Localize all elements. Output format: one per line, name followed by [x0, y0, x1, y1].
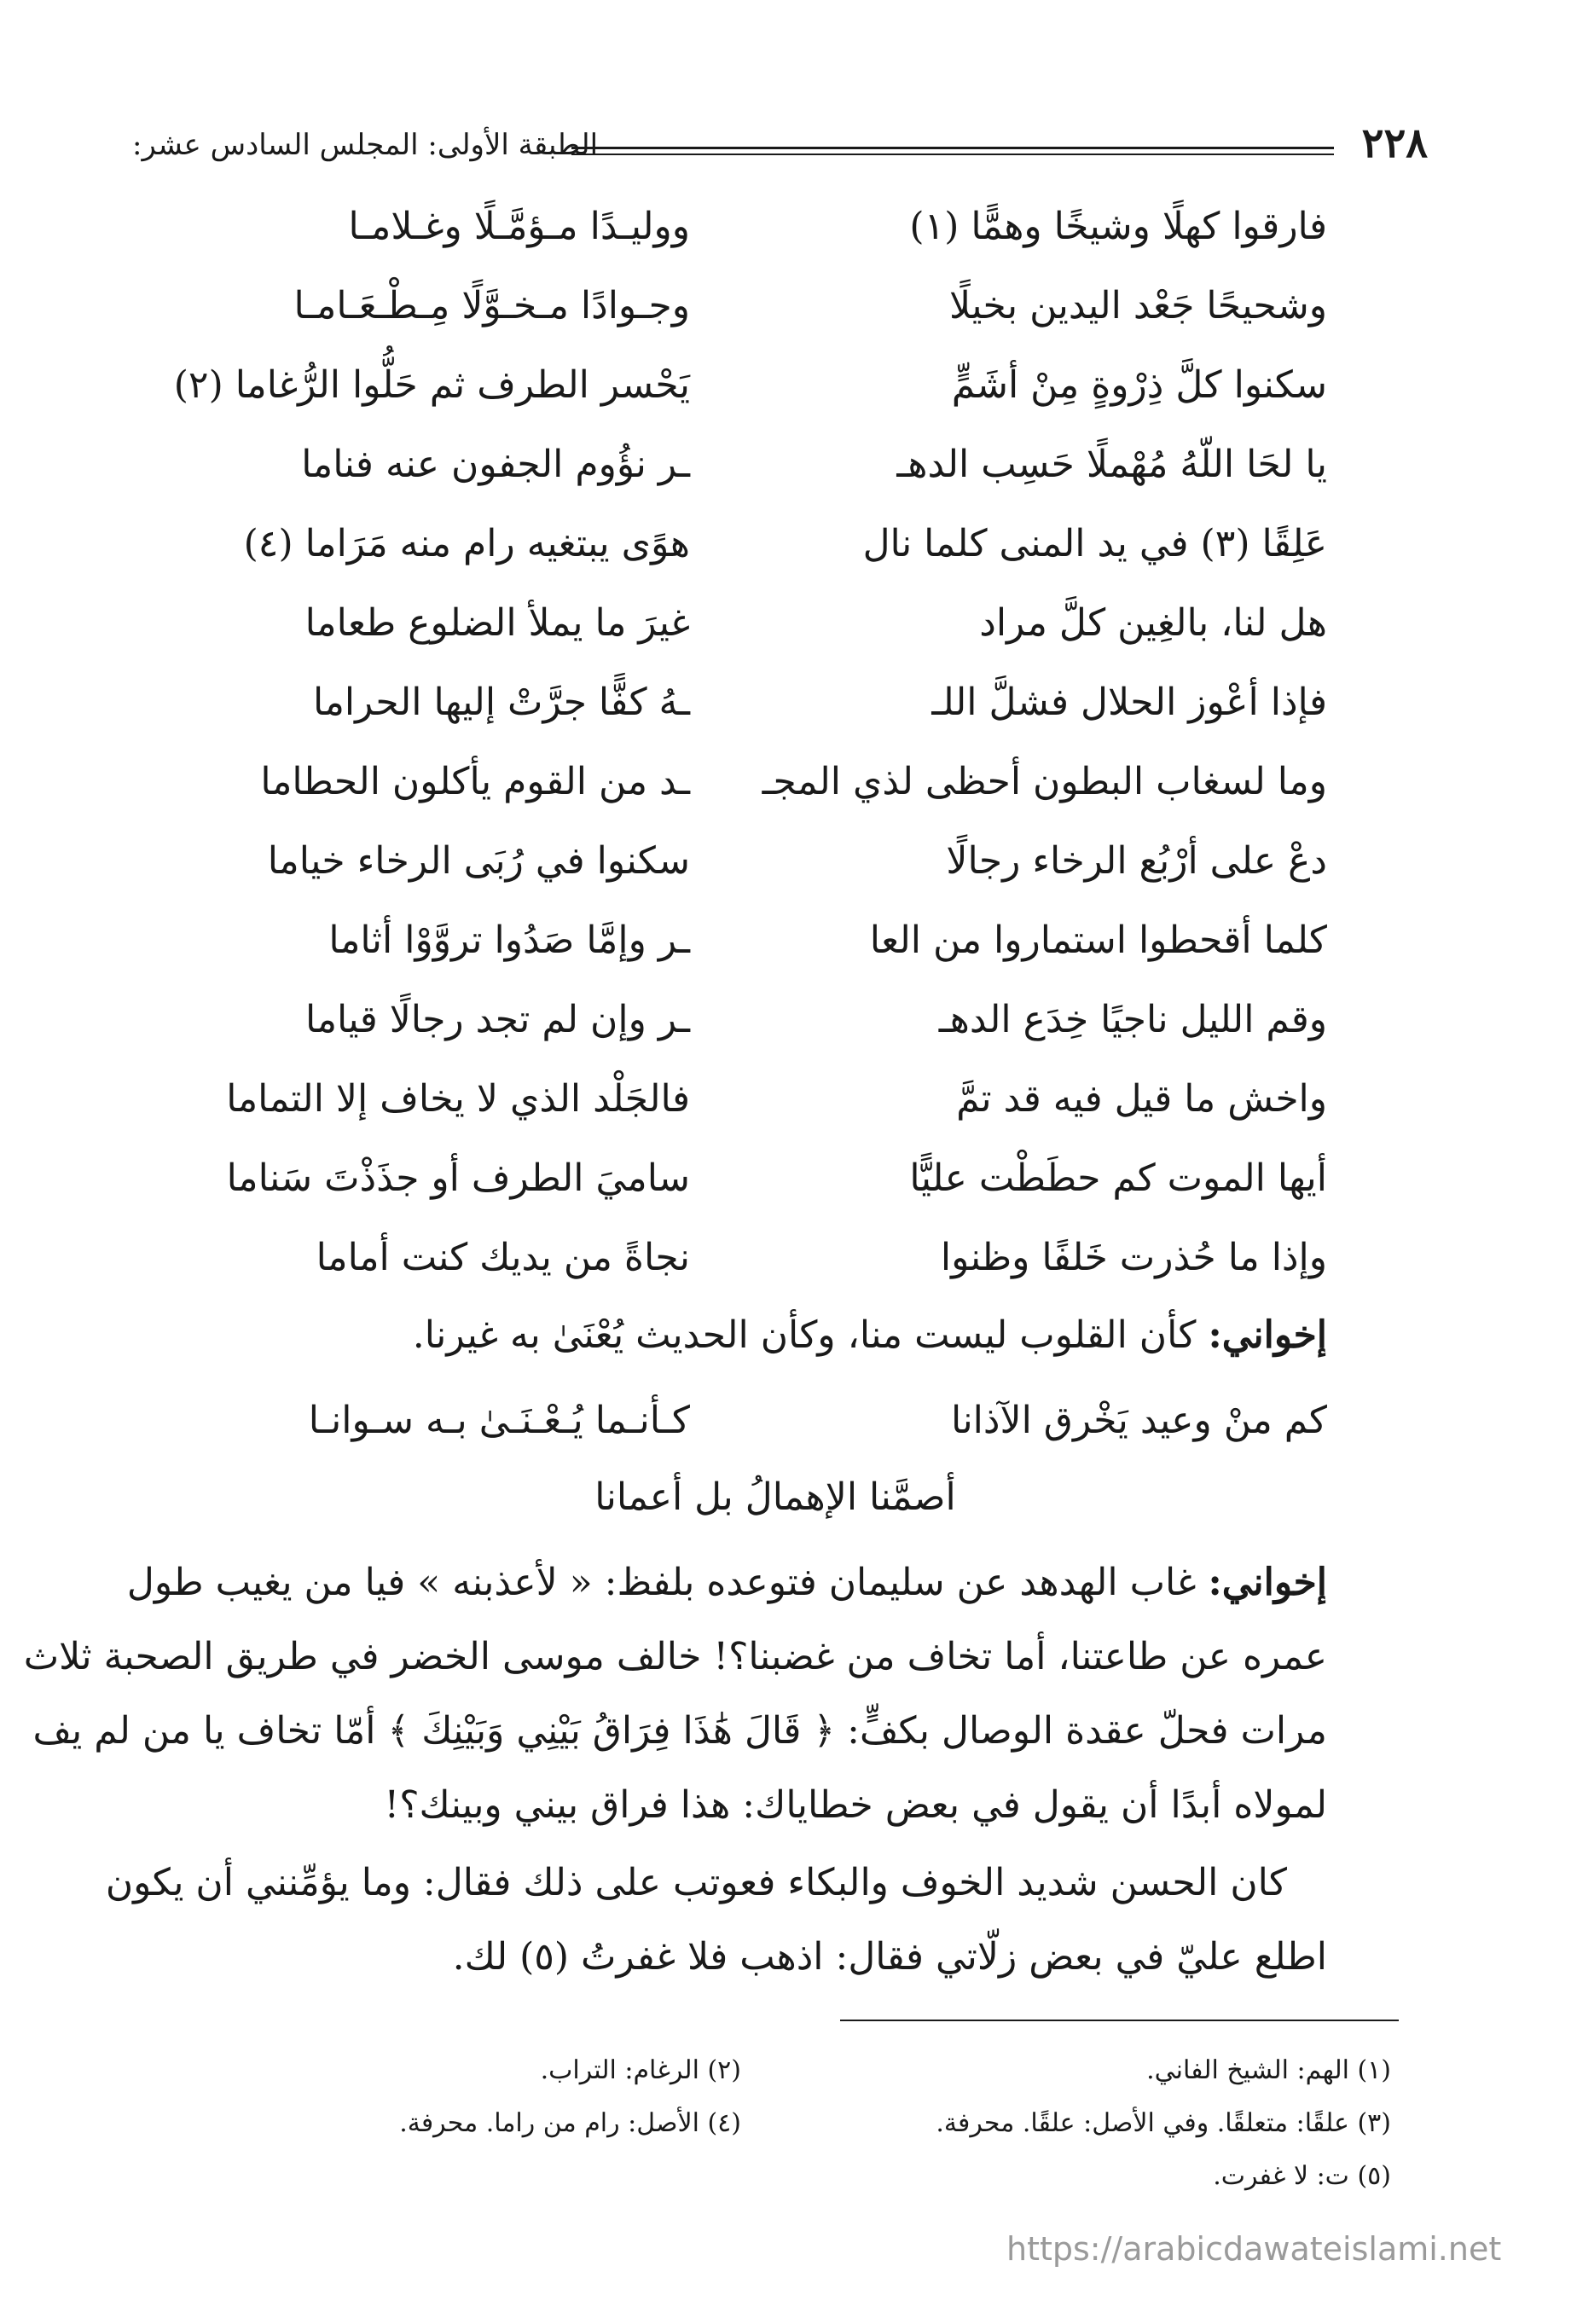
prose-text: كأن القلوب ليست منا، وكأن الحديث يُعْنَىٰ به غيرنا.: [412, 1313, 1209, 1357]
verse-second-hemistich: ـهُ كفًّا جرَّتْ إليها الحراما: [312, 681, 690, 724]
verse-second-hemistich: ـد من القوم يأكلون الحطاما: [260, 760, 690, 803]
speaker-label: إخواني:: [1208, 1561, 1327, 1604]
prose-line: لمولاه أبدًا أن يقول في بعض خطاياك: هذا فراق بيني وبينك؟!: [384, 1783, 1327, 1827]
verse: [0, 1399, 1577, 1467]
footnote: (٥) ت: لا غفرت.: [1213, 2161, 1391, 2191]
speaker-label: إخواني:: [1208, 1313, 1327, 1357]
verse-second-hemistich: وجـوادًا مـخـوَّلًا مِـطْـعَـامـا: [293, 284, 690, 327]
header-rule-double: [571, 154, 1334, 155]
prose-text: غاب الهدهد عن سليمان فتوعده بلفظ: « لأعذبنه » فيا من يغيب طول: [126, 1561, 1209, 1604]
verse: [0, 760, 1577, 828]
verse-first-hemistich: فارقوا كهلًا وشيخًا وهمًّا (١): [909, 205, 1327, 248]
verse-first-hemistich: يا لحَا اللّهُ مُهْملًا حَسِب الدهـ: [896, 443, 1327, 486]
verse: [0, 998, 1577, 1066]
verse-first-hemistich: كم منْ وعيد يَخْرق الآذانا: [951, 1399, 1327, 1442]
verse-centered: [0, 1475, 1577, 1544]
verse-first-hemistich: سكنوا كلَّ ذِرْوةٍ مِنْ أشَمٍّ: [951, 363, 1327, 407]
verse: [0, 205, 1577, 273]
footnote: (٤) الأصل: رام من راما. محرفة.: [399, 2108, 741, 2138]
running-title: الطبقة الأولى: المجلس السادس عشر:: [132, 128, 599, 162]
verse: [0, 284, 1577, 352]
verse-first-hemistich: هل لنا، بالغِين كلَّ مراد: [979, 601, 1327, 645]
verse-first-hemistich: كلما أقحطوا استماروا من العا: [869, 919, 1327, 962]
verse: [0, 919, 1577, 987]
footnote-separator: [840, 2020, 1399, 2021]
verse-second-hemistich: هوًى يبتغيه رام منه مَرَاما (٤): [243, 522, 690, 565]
verse-second-hemistich: فالجَلْد الذي لا يخاف إلا التماما: [226, 1077, 690, 1121]
verse-first-hemistich: وإذا ما حُذرت خَلفًا وظنوا: [940, 1236, 1327, 1279]
verse-second-hemistich: ـر وإن لم تجد رجالًا قياما: [305, 998, 690, 1041]
verse: [0, 601, 1577, 669]
verse: [0, 443, 1577, 511]
verse: [0, 1156, 1577, 1225]
verse-second-hemistich: يَحْسر الطرف ثم حَلُّوا الرُّغاما (٢): [173, 363, 690, 407]
verse-second-hemistich: ساميَ الطرف أو جذَذْتَ سَناما: [226, 1156, 690, 1200]
prose-line: كان الحسن شديد الخوف والبكاء فعوتب على ذلك فقال: وما يؤمِّنني أن يكون: [105, 1861, 1287, 1904]
verse: [0, 1236, 1577, 1304]
verse-first-hemistich: دعْ على أرْبُع الرخاء رجالًا: [946, 839, 1327, 883]
page-header: [132, 119, 1428, 179]
verse-second-hemistich: ووليـدًا مـؤمَّـلًا وغـلامـا: [348, 205, 690, 248]
verse: [0, 1077, 1577, 1145]
verse-second-hemistich: غيرَ ما يملأ الضلوع طعاما: [304, 601, 690, 645]
verse-second-hemistich: كـأنـما يُـعْـنَـىٰ بـه سـوانـا: [308, 1399, 690, 1442]
footnote: (٣) علقًا: متعلقًا. وفي الأصل: علقًا. محرفة.: [936, 2108, 1391, 2138]
footnote: (٢) الرغام: التراب.: [540, 2055, 741, 2085]
prose-line: [128, 1561, 1327, 1604]
verse-first-hemistich: وما لسغاب البطون أحظى لذي المجـ: [762, 760, 1327, 803]
verse-first-hemistich: عَلِقًا (٣) في يد المنى كلما نال: [862, 522, 1327, 565]
verse: [0, 522, 1577, 590]
verse-centered-hemistich: أصمَّنا الإهمالُ بل أعمانا: [594, 1475, 956, 1519]
website-watermark: https://arabicdawateislami.net: [1006, 2230, 1502, 2268]
prose-line: مرات فحلّ عقدة الوصال بكفٍّ: ﴿ قَالَ هَٰذَا فِرَاقُ بَيْنِي وَبَيْنِكَ ﴾ أمّا تخاف يا من لم يف: [32, 1709, 1327, 1753]
verse-second-hemistich: نجاةً من يديك كنت أماما: [316, 1236, 690, 1279]
prose-paragraph: [128, 1313, 1327, 1357]
verse-second-hemistich: سكنوا في رُبَى الرخاء خياما: [267, 839, 690, 883]
verse-first-hemistich: واخش ما قيل فيه قد تمَّ: [956, 1077, 1327, 1121]
page-number: ٢٢٨: [1361, 119, 1428, 167]
verse-first-hemistich: فإذا أعْوز الحلال فشلَّ اللـ: [931, 681, 1327, 724]
verse-first-hemistich: أيها الموت كم حطَطْت عليًّا: [909, 1156, 1327, 1200]
verse-second-hemistich: ـر وإمَّا صَدُوا تروَّوْا أثاما: [328, 919, 690, 962]
prose-line: عمره عن طاعتنا، أما تخاف من غضبنا؟! خالف موسى الخضر في طريق الصحبة ثلاث: [23, 1635, 1327, 1678]
verse: [0, 839, 1577, 907]
verse: [0, 681, 1577, 749]
verse-first-hemistich: وشحيحًا جَعْد اليدين بخيلًا: [948, 284, 1327, 327]
verse-first-hemistich: وقم الليل ناجيًا خِدَع الدهـ: [938, 998, 1327, 1041]
verse: [0, 363, 1577, 432]
prose-line: اطلع عليّ في بعض زلّاتي فقال: اذهب فلا غفرتُ (٥) لك.: [452, 1935, 1327, 1979]
header-rule: [571, 147, 1334, 149]
verse-second-hemistich: ـر نؤُوم الجفون عنه فناما: [301, 443, 690, 486]
footnote: (١) الهم: الشيخ الفاني.: [1146, 2055, 1391, 2085]
